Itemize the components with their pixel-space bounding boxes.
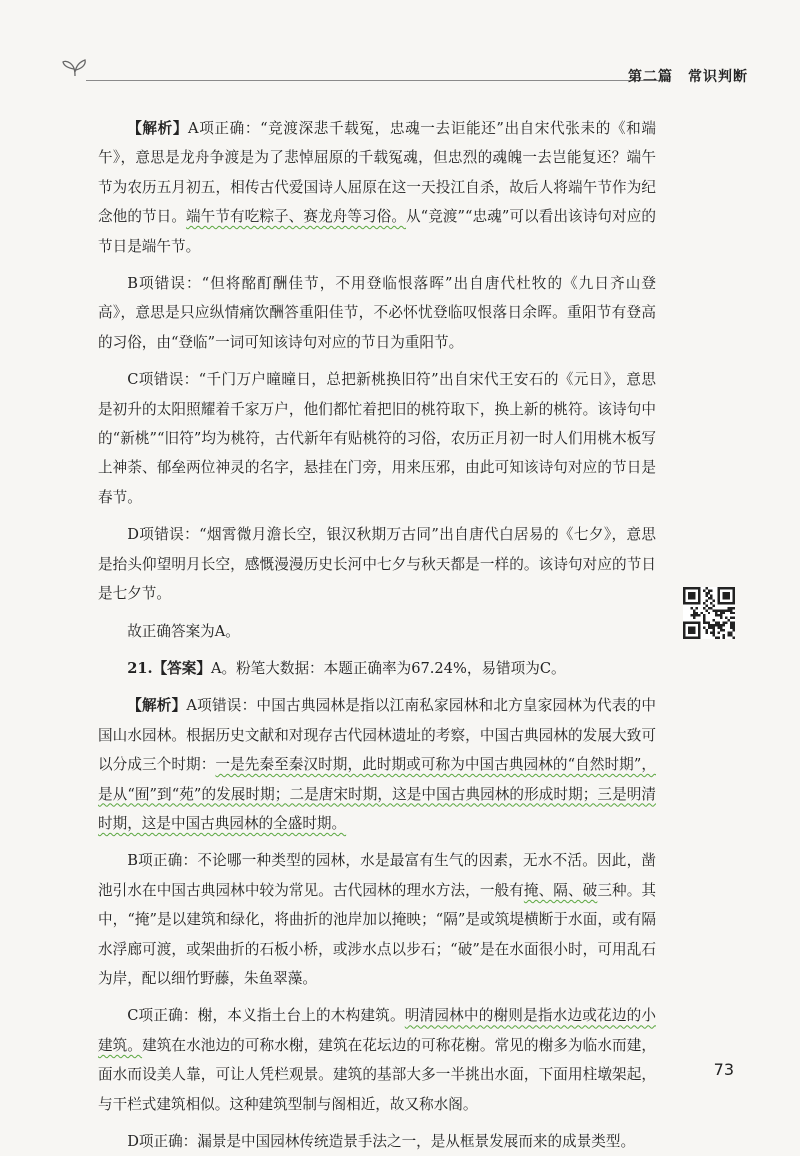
paragraph-text: A项正确：“竞渡深悲千载冤，忠魂一去讵能还”出自宋代张耒的《和端午》，意思是龙舟争渡是为了悲悼屈原的千载冤魂，但忠烈的魂魄一去岂能复还？端午节为农历五月初五，相传古代爱国诗人屈原在这一天投江自杀，故后人将端午节作为纪念他的节日。	[98, 120, 656, 226]
paragraph-text: 故正确答案为A。	[127, 622, 240, 640]
paragraph	[98, 691, 656, 838]
highlighted-text: 明清园林中的榭则是指水边或花边的小建筑。	[98, 1007, 656, 1054]
paragraph	[98, 269, 656, 357]
paragraph	[98, 846, 656, 993]
paragraph-text: A项错误：中国古典园林是指以江南私家园林和北方皇家园林为代表的中国山水园林。根据历史文献和对现存古代园林遗址的考察，中国古典园林的发展大致可以分成三个时期：	[98, 697, 656, 774]
paragraph-text: 三种。其中，“掩”是以建筑和绿化，将曲折的池岸加以掩映；“隔”是或筑堤横断于水面，或有隔水浮廊可渡，或架曲折的石板小桥，或涉水点以步石；“破”是在水面很小时，可用乱石为岸，配以细竹野藤，朱鱼翠藻。	[98, 881, 656, 987]
paragraph	[98, 520, 656, 608]
paragraph-label: 【解析】	[127, 697, 187, 715]
highlighted-text: 一是先秦至秦汉时期，此时期或可称为中国古典园林的“自然时期”，是从“囿”到“苑”的发展时期；二是唐宋时期，这是中国古典园林的形成时期；三是明清时期，这是中国古典园林的全盛时期。	[98, 756, 656, 832]
paragraph-text: C项错误：“千门万户曈曈日，总把新桃换旧符”出自宋代王安石的《元日》，意思是初升的太阳照耀着千家万户，他们都忙着把旧的桃符取下，换上新的桃符。该诗句中的“新桃”“旧符”均为桃符，古代新年有贴桃符的习俗，农历正月初一时人们用桃木板写上神荼、郁垒两位神灵的名字，悬挂在门旁，用来压邪，由此可知该诗句对应的节日是春节。	[98, 371, 656, 506]
paragraph-text: C项正确：榭，本义指土台上的木构建筑。	[127, 1007, 405, 1025]
header-rule	[86, 80, 666, 81]
sprout-icon	[62, 56, 88, 78]
paragraph	[98, 617, 656, 646]
paragraph	[98, 1001, 656, 1119]
document-body	[98, 114, 656, 1156]
paragraph-text: 建筑在水池边的可称水榭，建筑在花坛边的可称花榭。常见的榭多为临水而建，面水而设美人靠，可让人凭栏观景。建筑的基部大多一半挑出水面，下面用柱墩架起，与干栏式建筑相似。这种建筑型制与阁相近，故又称水阁。	[98, 1036, 656, 1113]
section-title: 第二篇 常识判断	[628, 69, 748, 85]
paragraph-label: 【解析】	[127, 120, 189, 137]
paragraph-text: A。粉笔大数据：本题正确率为67.24%，易错项为C。	[210, 659, 566, 677]
paragraph-text: D项正确：漏景是中国园林传统造景手法之一，是从框景发展而来的成景类型。	[127, 1133, 636, 1150]
highlighted-text: 端午节有吃粽子、赛龙舟等习俗。	[186, 208, 406, 226]
paragraph-text: B项错误：“但将酩酊酬佳节，不用登临恨落晖”出自唐代杜牧的《九日齐山登高》，意思是只应纵情痛饮酬答重阳佳节，不必怀忧登临叹恨落日余晖。重阳节有登高的习俗，由“登临”一词可知该诗句对应的节日为重阳节。	[98, 275, 656, 351]
page-header	[58, 52, 748, 92]
paragraph-text: 从“竞渡”“忠魂”可以看出该诗句对应的节日是端午节。	[98, 208, 656, 255]
paragraph	[98, 654, 656, 683]
paragraph	[98, 114, 656, 261]
paragraph-text: D项错误：“烟霄微月澹长空，银汉秋期万古同”出自唐代白居易的《七夕》，意思是抬头仰望明月长空，感慨漫漫历史长河中七夕与秋天都是一样的。该诗句对应的节日是七夕节。	[98, 526, 656, 603]
paragraph-text: B项正确：不论哪一种类型的园林，水是最富有生气的因素，无水不活。因此，凿池引水在中国古典园林中较为常见。古代园林的理水方法，一般有	[98, 852, 656, 899]
paragraph	[98, 365, 656, 512]
paragraph-label: 21.【答案】	[127, 659, 211, 677]
paragraph	[98, 1127, 656, 1156]
highlighted-text: 掩、隔、破	[523, 881, 598, 899]
page-number: 73	[713, 1060, 734, 1079]
qr-code	[683, 587, 735, 639]
